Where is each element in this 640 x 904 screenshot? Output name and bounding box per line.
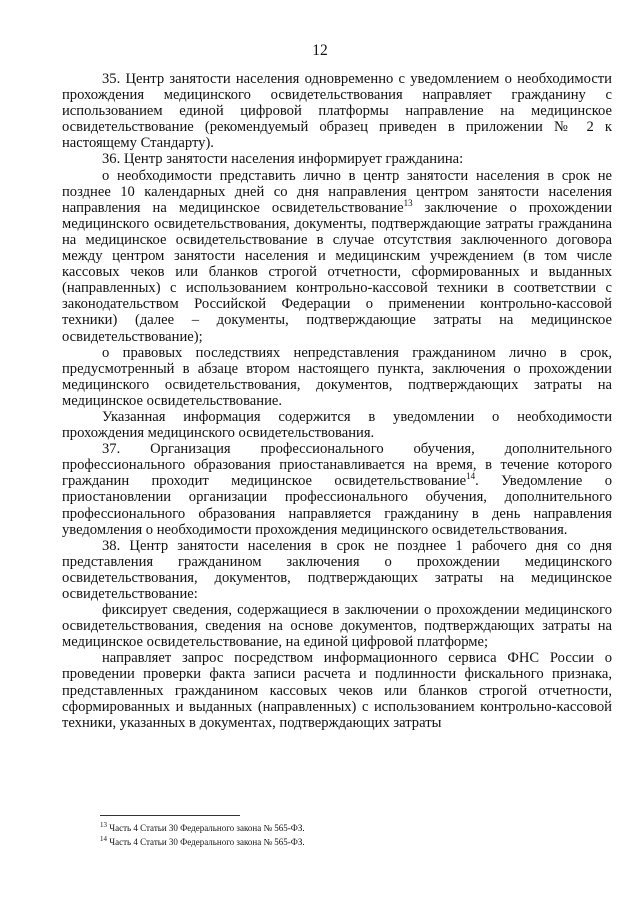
paragraph-36-note: Указанная информация содержится в уведомлении о необходимости прохождения медицинского освидетельствования. xyxy=(62,408,612,442)
paragraph-38-item-1: фиксирует сведения, содержащиеся в заключении о прохождении медицинского освидетельствования, сведения на основе документов, подтверждающих затраты на медицинское освидетельствование, на единой цифровой платформе; xyxy=(62,602,612,651)
paragraph-37: 37. Организация профессионального обучения, дополнительного профессионального образования приостанавливается на время, в течение которого гражданин проходит медицинское освидетельствование$^{14}$. Уведомление о приостановлении организации профессионального обучения, дополнительного профессионального образования направляется гражданину в день направления уведомления о необходимости прохождения медицинского освидетельствования. xyxy=(62,441,612,538)
paragraph-35: 35. Центр занятости населения одновременно с уведомлением о необходимости прохождения медицинского освидетельствования направляет гражданину с использованием единой цифровой платформы направление на медицинское освидетельствование (рекомендуемый образец приведен в приложении № 2 к настоящему Стандарту). xyxy=(62,71,612,152)
footnote-14: $^{14}$ Часть 4 Статьи 30 Федерального закона № 565-ФЗ. xyxy=(100,835,305,847)
footnote-13: $^{13}$ Часть 4 Статьи 30 Федерального закона № 565-ФЗ. xyxy=(100,821,305,833)
footnote-ref-13[interactable]: 13 xyxy=(403,197,413,208)
paragraph-36-item-1: о необходимости представить лично в центр занятости населения в срок не позднее 10 календарных дней со дня направления центром занятости населения направления на медицинское освидетельствование$^{13}$ заключение о прохождении медицинского освидетельствования, документы, подтверждающие затраты гражданина на медицинское освидетельствование в случае отсутствия заключенного договора между центром занятости населения и медицинским учреждением (в том числе кассовых чеков или бланков строгой отчетности, сформированных и выданных (направленных) с использованием контрольно-кассовой техники в соответствии с законодательством Российской Федерации о применении контрольно-кассовой техники) (далее – документы, подтверждающие затраты на медицинское освидетельствование); xyxy=(62,167,613,345)
paragraph-38: 38. Центр занятости населения в срок не позднее 1 рабочего дня со дня представления гражданином заключения о прохождении медицинского освидетельствования, документов, подтверждающих затраты на медицинское освидетельствование: xyxy=(62,537,612,602)
document-body xyxy=(62,71,612,731)
paragraph-36: 36. Центр занятости населения информирует гражданина: xyxy=(102,151,464,168)
page-number: 12 xyxy=(312,42,328,59)
footnotes xyxy=(100,821,580,849)
footnote-ref-14[interactable]: 14 xyxy=(466,471,476,482)
paragraph-36-item-2: о правовых последствиях непредставления гражданином лично в срок, предусмотренный в абзаце втором настоящего пункта, заключения о прохождении медицинского освидетельствования, документов, подтверждающих затраты на медицинское освидетельствование. xyxy=(62,344,612,409)
paragraph-38-item-2: направляет запрос посредством информационного сервиса ФНС России о проведении проверки факта записи расчета и подлинности фискального признака, представленных гражданином кассовых чеков или бланков строгой отчетности, сформированных и выданных (направленных) с использованием контрольно-кассовой техники, указанных в документах, подтверждающих затраты xyxy=(62,650,612,731)
footnote-separator xyxy=(100,815,240,816)
